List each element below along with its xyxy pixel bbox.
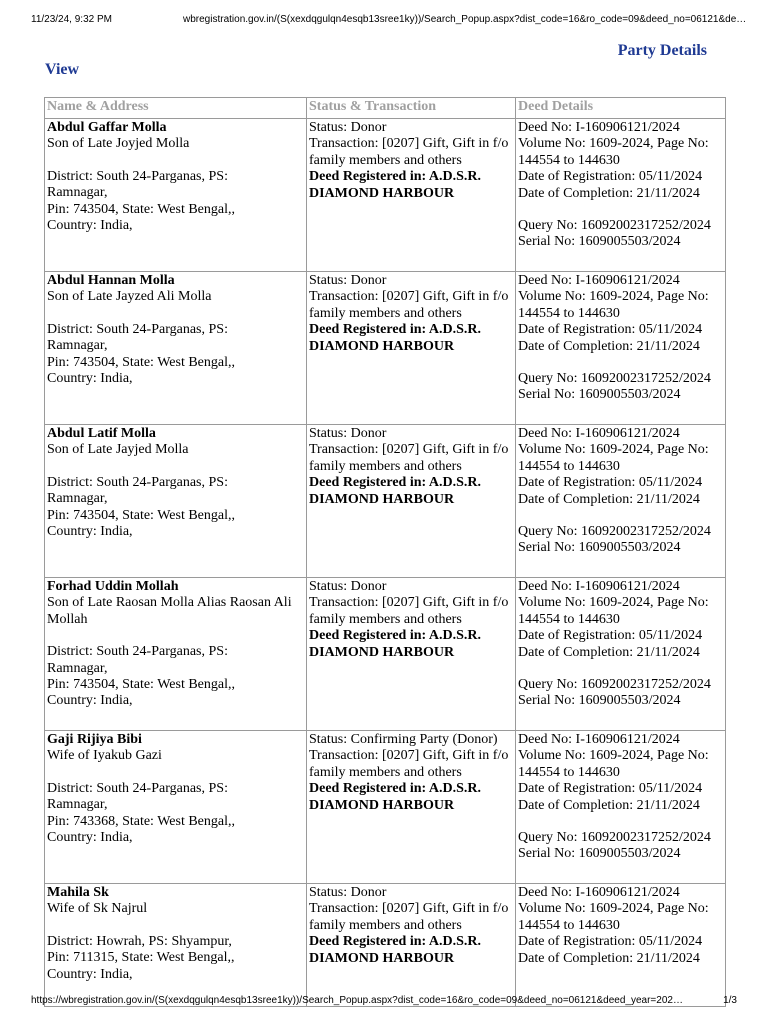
address-line: Pin: 743504, State: West Bengal,,: [47, 201, 235, 217]
query-serial: Query No: 16092002317252/2024 Serial No: 1609005503/2024: [518, 218, 711, 250]
deed-details-cell: [516, 578, 726, 731]
registered-in: Deed Registered in: A.D.S.R. DIAMOND HARBOUR: [309, 169, 482, 201]
deed-details-cell: [516, 731, 726, 884]
address-line: District: South 24-Parganas, PS:: [47, 168, 228, 184]
deed-details-cell: [516, 884, 726, 1007]
address-line: Ramnagar,: [47, 185, 108, 201]
deed-no: Deed No: I-160906121/2024: [518, 732, 680, 747]
address-line: Pin: 743504, State: West Bengal,,: [47, 507, 235, 523]
deed-no: Deed No: I-160906121/2024: [518, 120, 680, 135]
party-relation: Son of Late Raosan Molla Alias Raosan Ali Mollah: [47, 595, 292, 627]
registered-in: Deed Registered in: A.D.S.R. DIAMOND HARBOUR: [309, 934, 482, 966]
status-transaction-cell: [307, 731, 516, 884]
query-serial: Query No: 16092002317252/2024 Serial No: 1609005503/2024: [518, 677, 711, 709]
table-row: [45, 119, 726, 272]
deed-no: Deed No: I-160906121/2024: [518, 426, 680, 441]
table-row: [45, 425, 726, 578]
status-transaction-cell: [307, 578, 516, 731]
completion-date: Date of Completion: 21/11/2024: [518, 185, 700, 201]
name-address-cell: [45, 578, 307, 731]
completion-date: Date of Completion: 21/11/2024: [518, 797, 700, 813]
query-serial: Query No: 16092002317252/2024 Serial No: 1609005503/2024: [518, 524, 711, 556]
address-line: District: South 24-Parganas, PS:: [47, 780, 228, 796]
party-status: Status: Donor: [309, 885, 387, 900]
address-line: Pin: 743504, State: West Bengal,,: [47, 677, 235, 693]
status-transaction-cell: [307, 272, 516, 425]
registration-date: Date of Registration: 05/11/2024: [518, 934, 703, 950]
completion-date: Date of Completion: 21/11/2024: [518, 491, 700, 507]
registration-date: Date of Registration: 05/11/2024: [518, 781, 703, 797]
address-line: Ramnagar,: [47, 491, 108, 507]
completion-date: Date of Completion: 21/11/2024: [518, 950, 700, 966]
table-row: [45, 731, 726, 884]
registration-date: Date of Registration: 05/11/2024: [518, 628, 703, 644]
transaction: Transaction: [0207] Gift, Gift in f/o family members and others: [309, 748, 509, 780]
transaction: Transaction: [0207] Gift, Gift in f/o family members and others: [309, 901, 509, 933]
name-address-cell: [45, 272, 307, 425]
party-details-table: [44, 97, 726, 1007]
address-line: Pin: 711315, State: West Bengal,,: [47, 950, 235, 966]
party-name: Mahila Sk: [47, 885, 109, 900]
completion-date: Date of Completion: 21/11/2024: [518, 644, 700, 660]
view-link[interactable]: View: [45, 61, 80, 78]
party-name: Gaji Rijiya Bibi: [47, 732, 142, 747]
party-status: Status: Confirming Party (Donor): [309, 732, 498, 747]
address-line: District: Howrah, PS: Shyampur,: [47, 933, 232, 949]
party-relation: Son of Late Joyjed Molla: [47, 136, 190, 152]
registration-date: Date of Registration: 05/11/2024: [518, 475, 703, 491]
table-row: [45, 884, 726, 1007]
party-name: Forhad Uddin Mollah: [47, 579, 179, 594]
address-line: Pin: 743368, State: West Bengal,,: [47, 813, 235, 829]
address-line: Country: India,: [47, 830, 133, 846]
query-serial: Query No: 16092002317252/2024 Serial No: 1609005503/2024: [518, 371, 711, 403]
deed-details-cell: [516, 272, 726, 425]
status-transaction-cell: [307, 425, 516, 578]
print-timestamp: 11/23/24, 9:32 PM: [31, 14, 112, 25]
registered-in: Deed Registered in: A.D.S.R. DIAMOND HARBOUR: [309, 628, 482, 660]
deed-no: Deed No: I-160906121/2024: [518, 273, 680, 288]
deed-no: Deed No: I-160906121/2024: [518, 579, 680, 594]
completion-date: Date of Completion: 21/11/2024: [518, 338, 700, 354]
name-address-cell: [45, 425, 307, 578]
page-title: Party Details: [617, 42, 707, 59]
party-relation: Wife of Iyakub Gazi: [47, 748, 162, 764]
status-transaction-cell: [307, 119, 516, 272]
table-row: [45, 578, 726, 731]
deed-details-cell: [516, 425, 726, 578]
transaction: Transaction: [0207] Gift, Gift in f/o family members and others: [309, 136, 509, 168]
footer-url: https://wbregistration.gov.in/(S(xexdqgulqn4esqb13sree1ky))/Search_Popup.aspx?dist_code=16&ro_code=09&deed_no=06121&deed_year=202…: [31, 995, 683, 1006]
column-header-status-transaction: Status & Transaction: [307, 98, 516, 119]
volume-page: Volume No: 1609-2024, Page No: 144554 to 144630: [518, 136, 709, 168]
party-name: Abdul Latif Molla: [47, 426, 156, 441]
transaction: Transaction: [0207] Gift, Gift in f/o family members and others: [309, 289, 509, 321]
table-header-row: [45, 98, 726, 119]
name-address-cell: [45, 731, 307, 884]
party-relation: Wife of Sk Najrul: [47, 901, 148, 917]
party-status: Status: Donor: [309, 426, 387, 441]
address-line: Ramnagar,: [47, 660, 108, 676]
registration-date: Date of Registration: 05/11/2024: [518, 322, 703, 338]
deed-no: Deed No: I-160906121/2024: [518, 885, 680, 900]
column-header-name-address: Name & Address: [45, 98, 307, 119]
party-status: Status: Donor: [309, 120, 387, 135]
column-header-deed-details: Deed Details: [516, 98, 726, 119]
party-relation: Son of Late Jayzed Ali Molla: [47, 289, 212, 305]
name-address-cell: [45, 119, 307, 272]
address-line: Ramnagar,: [47, 338, 108, 354]
party-relation: Son of Late Jayjed Molla: [47, 442, 189, 458]
page-number: 1/3: [723, 995, 737, 1006]
registered-in: Deed Registered in: A.D.S.R. DIAMOND HARBOUR: [309, 475, 482, 507]
name-address-cell: [45, 884, 307, 1007]
address-line: Country: India,: [47, 371, 133, 387]
transaction: Transaction: [0207] Gift, Gift in f/o family members and others: [309, 442, 509, 474]
print-url: wbregistration.gov.in/(S(xexdqgulqn4esqb13sree1ky))/Search_Popup.aspx?dist_code=16&ro_code=09&deed_no=06121&de…: [183, 14, 747, 25]
address-line: District: South 24-Parganas, PS:: [47, 321, 228, 337]
volume-page: Volume No: 1609-2024, Page No: 144554 to 144630: [518, 595, 709, 627]
volume-page: Volume No: 1609-2024, Page No: 144554 to 144630: [518, 289, 709, 321]
deed-details-cell: [516, 119, 726, 272]
address-line: Country: India,: [47, 693, 133, 709]
volume-page: Volume No: 1609-2024, Page No: 144554 to 144630: [518, 901, 709, 933]
address-line: District: South 24-Parganas, PS:: [47, 644, 228, 660]
address-line: Country: India,: [47, 524, 133, 540]
address-line: Country: India,: [47, 218, 133, 234]
party-name: Abdul Gaffar Molla: [47, 120, 167, 135]
party-status: Status: Donor: [309, 273, 387, 288]
registered-in: Deed Registered in: A.D.S.R. DIAMOND HARBOUR: [309, 322, 482, 354]
address-line: Pin: 743504, State: West Bengal,,: [47, 354, 235, 370]
registered-in: Deed Registered in: A.D.S.R. DIAMOND HARBOUR: [309, 781, 482, 813]
address-line: Ramnagar,: [47, 797, 108, 813]
party-name: Abdul Hannan Molla: [47, 273, 175, 288]
status-transaction-cell: [307, 884, 516, 1007]
party-status: Status: Donor: [309, 579, 387, 594]
address-line: Country: India,: [47, 966, 133, 982]
volume-page: Volume No: 1609-2024, Page No: 144554 to 144630: [518, 748, 709, 780]
registration-date: Date of Registration: 05/11/2024: [518, 169, 703, 185]
address-line: District: South 24-Parganas, PS:: [47, 474, 228, 490]
volume-page: Volume No: 1609-2024, Page No: 144554 to 144630: [518, 442, 709, 474]
table-row: [45, 272, 726, 425]
query-serial: Query No: 16092002317252/2024 Serial No: 1609005503/2024: [518, 830, 711, 862]
transaction: Transaction: [0207] Gift, Gift in f/o family members and others: [309, 595, 509, 627]
